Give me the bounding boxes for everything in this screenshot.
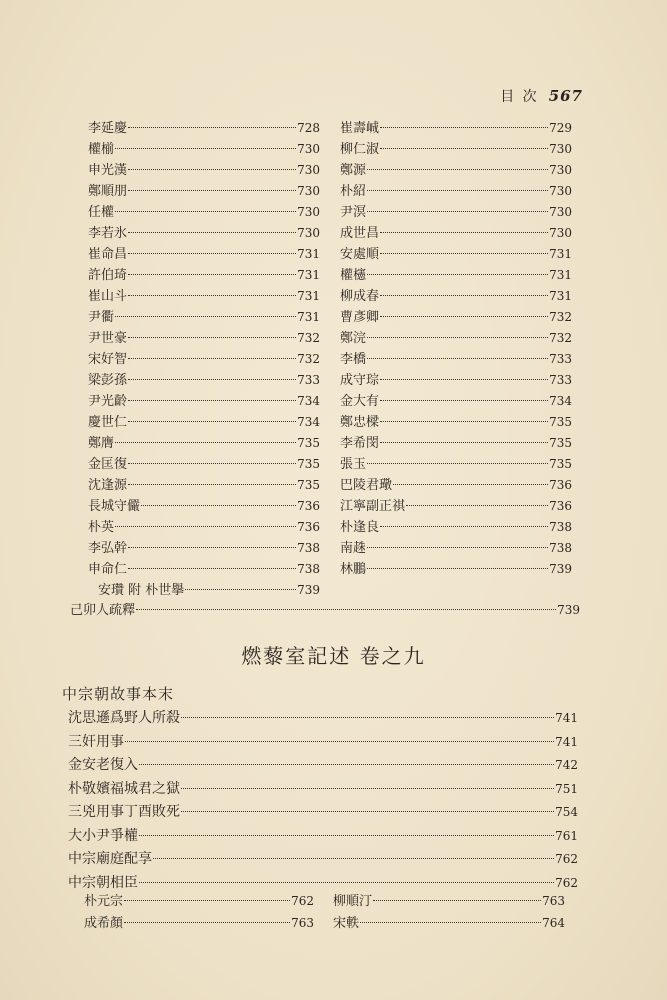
- dot-leader: [128, 118, 296, 128]
- entry-page: 736: [549, 499, 572, 513]
- dot-leader: [153, 849, 554, 859]
- dot-leader: [128, 370, 296, 380]
- entry-page: 730: [549, 205, 572, 219]
- toc-entry[interactable]: [88, 390, 320, 411]
- entry-name: 曹彥卿: [340, 310, 380, 325]
- dot-leader: [128, 475, 296, 485]
- entry-name: 大小尹爭權: [68, 827, 138, 844]
- entry-name: 鄭順朋: [88, 184, 128, 199]
- toc-entry[interactable]: [68, 848, 578, 872]
- entry-page: 736: [297, 499, 320, 513]
- dot-leader: [373, 891, 541, 901]
- entry-name: 林鵬: [340, 562, 367, 577]
- entry-page: 736: [297, 520, 320, 534]
- dot-leader: [367, 454, 548, 464]
- dot-leader: [128, 349, 296, 359]
- dot-leader: [367, 160, 548, 170]
- dot-leader: [128, 160, 296, 170]
- toc-entry[interactable]: [68, 754, 578, 778]
- entry-page: 731: [549, 247, 572, 261]
- toc-column-left: [88, 117, 320, 600]
- running-head: [500, 86, 583, 106]
- entry-name: 崔山斗: [88, 289, 128, 304]
- entry-name: 鄭浣: [340, 331, 367, 346]
- toc-entry[interactable]: [340, 222, 572, 243]
- entry-name: 柳成春: [340, 289, 380, 304]
- entry-name: 慶世仁: [88, 415, 128, 430]
- entry-name: 梁彭孫: [88, 373, 128, 388]
- entry-name: 尹溟: [340, 205, 367, 220]
- entry-page: 732: [549, 310, 572, 324]
- entry-name: 沈思遜爲野人所殺: [68, 710, 180, 726]
- dot-leader: [128, 559, 296, 569]
- dot-leader: [380, 307, 548, 317]
- toc-entry[interactable]: [88, 474, 320, 495]
- toc-entry[interactable]: [88, 558, 320, 579]
- toc-entry-full[interactable]: [70, 599, 580, 620]
- dot-leader: [380, 517, 548, 527]
- entry-page: 738: [549, 541, 572, 555]
- entry-page: 763: [542, 894, 565, 908]
- toc-entry[interactable]: [84, 890, 314, 912]
- entry-page: 751: [555, 781, 578, 796]
- entry-name: 金大有: [340, 394, 380, 409]
- entry-page: 730: [297, 163, 320, 177]
- entry-page: 735: [549, 457, 572, 471]
- toc-entry[interactable]: [340, 432, 572, 453]
- entry-name: 朴元宗: [84, 894, 124, 909]
- entry-name: 南趎: [340, 541, 367, 556]
- toc-entry[interactable]: [88, 432, 320, 453]
- toc-entry[interactable]: [340, 390, 572, 411]
- dot-leader: [128, 412, 296, 422]
- dot-leader: [367, 559, 548, 569]
- dot-leader: [128, 454, 296, 464]
- dot-leader: [128, 391, 296, 401]
- entry-page: 731: [549, 289, 572, 303]
- entry-page: 734: [549, 394, 572, 408]
- entry-name: 柳順汀: [333, 894, 373, 909]
- toc-entry[interactable]: [88, 222, 320, 243]
- dot-leader: [141, 496, 296, 506]
- dot-leader: [185, 580, 296, 590]
- entry-name: 權櫶: [340, 268, 367, 283]
- dot-leader: [380, 286, 548, 296]
- entry-page: 739: [549, 562, 572, 576]
- dot-leader: [139, 826, 554, 836]
- toc-entry[interactable]: [340, 285, 572, 306]
- dot-leader: [360, 913, 541, 923]
- entry-page: 731: [297, 247, 320, 261]
- entry-page: 735: [297, 478, 320, 492]
- dot-leader: [139, 873, 554, 883]
- toc-entry[interactable]: [68, 707, 578, 731]
- entry-name: 尹光齡: [88, 394, 128, 409]
- entry-name: 權椾: [88, 142, 115, 157]
- entry-name: 張玉: [340, 457, 367, 472]
- dot-leader: [380, 139, 548, 149]
- entry-page: 732: [297, 352, 320, 366]
- dot-leader: [393, 475, 548, 485]
- dot-leader: [115, 202, 296, 212]
- toc-entry[interactable]: [340, 159, 572, 180]
- entry-name: 申光漢: [88, 163, 128, 178]
- dot-leader: [367, 538, 548, 548]
- toc-sub-column-left: [84, 890, 314, 934]
- entry-page: 730: [549, 142, 572, 156]
- entry-page: 730: [549, 184, 572, 198]
- entry-name: 安處順: [340, 247, 380, 262]
- toc-entry[interactable]: [88, 369, 320, 390]
- dot-leader: [139, 755, 554, 765]
- toc-entry[interactable]: [340, 243, 572, 264]
- dot-leader: [380, 223, 548, 233]
- entry-page: 731: [297, 268, 320, 282]
- dot-leader: [128, 328, 296, 338]
- toc-entry[interactable]: [88, 285, 320, 306]
- entry-page: 731: [297, 310, 320, 324]
- dot-leader: [181, 779, 554, 789]
- entry-name: 三奸用事: [68, 733, 124, 750]
- entry-name: 李延慶: [88, 121, 128, 136]
- dot-leader: [367, 181, 548, 191]
- entry-name: 安瓚 附 朴世擧: [98, 583, 185, 598]
- toc-sub-column-right: [333, 890, 565, 934]
- toc-entry[interactable]: [340, 369, 572, 390]
- toc-entry[interactable]: [88, 159, 320, 180]
- entry-page: 735: [549, 415, 572, 429]
- entry-page: 736: [549, 478, 572, 492]
- dot-leader: [128, 286, 296, 296]
- dot-leader: [380, 433, 548, 443]
- dot-leader: [128, 244, 296, 254]
- entry-name: 李希閔: [340, 436, 380, 451]
- dot-leader: [124, 913, 290, 923]
- toc-entry[interactable]: [340, 474, 572, 495]
- entry-page: 730: [297, 226, 320, 240]
- entry-page: 735: [549, 436, 572, 450]
- dot-leader: [367, 328, 548, 338]
- entry-name: 崔壽峸: [340, 121, 380, 136]
- dot-leader: [124, 891, 290, 901]
- entry-name: 尹衢: [88, 310, 115, 325]
- toc-entry[interactable]: [88, 579, 320, 600]
- entry-page: 732: [297, 331, 320, 345]
- toc-entry[interactable]: [340, 201, 572, 222]
- entry-name: 中宗朝相臣: [68, 874, 138, 891]
- entry-page: 734: [297, 415, 320, 429]
- entry-page: 731: [549, 268, 572, 282]
- toc-entry[interactable]: [88, 264, 320, 285]
- toc-entry[interactable]: [88, 138, 320, 159]
- toc-entry[interactable]: [88, 453, 320, 474]
- dot-leader: [181, 802, 554, 812]
- entry-page: 734: [297, 394, 320, 408]
- entry-page: 730: [549, 163, 572, 177]
- section-title: 燃藜室記述 卷之九: [241, 644, 426, 668]
- entry-page: 732: [549, 331, 572, 345]
- dot-leader: [380, 370, 548, 380]
- entry-page: 738: [297, 541, 320, 555]
- running-head-label: 目 次: [500, 89, 539, 105]
- toc-main-list: [68, 707, 578, 895]
- entry-page: 762: [555, 852, 578, 866]
- toc-entry[interactable]: [340, 327, 572, 348]
- toc-entry[interactable]: [88, 180, 320, 201]
- entry-page: 739: [557, 603, 580, 617]
- entry-name: 李弘幹: [88, 541, 128, 556]
- dot-leader: [380, 412, 548, 422]
- entry-page: 730: [549, 226, 572, 240]
- dot-leader: [367, 349, 548, 359]
- toc-entry[interactable]: [88, 117, 320, 138]
- toc-entry[interactable]: [333, 890, 565, 912]
- toc-entry[interactable]: [340, 537, 572, 558]
- entry-name: 成希顏: [84, 916, 124, 931]
- toc-entry[interactable]: [68, 778, 578, 802]
- entry-name: 申命仁: [88, 562, 128, 577]
- entry-name: 中宗廟庭配享: [68, 851, 152, 867]
- toc-entry[interactable]: [340, 264, 572, 285]
- entry-page: 761: [555, 828, 578, 843]
- toc-entry[interactable]: [340, 180, 572, 201]
- dot-leader: [380, 118, 548, 128]
- dot-leader: [367, 265, 548, 275]
- entry-name: 沈逢源: [88, 478, 128, 493]
- entry-name: 鄭忠樑: [340, 415, 380, 430]
- page-number: 567: [548, 87, 583, 105]
- entry-page: 741: [555, 734, 578, 749]
- dot-leader: [115, 517, 296, 527]
- entry-page: 742: [555, 758, 578, 772]
- toc-entry[interactable]: [340, 348, 572, 369]
- toc-entry[interactable]: [88, 327, 320, 348]
- entry-name: 崔命昌: [88, 247, 128, 262]
- entry-name: 鄭源: [340, 163, 367, 178]
- toc-entry[interactable]: [340, 453, 572, 474]
- entry-name: 三兇用事丁酉敗死: [68, 804, 180, 820]
- entry-page: 763: [291, 916, 314, 930]
- entry-name: 朴逢良: [340, 520, 380, 535]
- entry-page: 733: [549, 352, 572, 366]
- entry-page: 731: [297, 289, 320, 303]
- dot-leader: [128, 181, 296, 191]
- entry-name: 任權: [88, 205, 115, 220]
- entry-name: 長城守儼: [88, 499, 141, 514]
- toc-column-right: [340, 117, 572, 579]
- entry-name: 朴英: [88, 520, 115, 535]
- entry-name: 李若氷: [88, 226, 128, 241]
- entry-name: 金安老復入: [68, 757, 138, 773]
- entry-page: 728: [297, 121, 320, 135]
- toc-entry[interactable]: [340, 138, 572, 159]
- toc-entry[interactable]: [88, 516, 320, 537]
- entry-name: 成世昌: [340, 226, 380, 241]
- toc-entry[interactable]: [340, 558, 572, 579]
- entry-page: 733: [549, 373, 572, 387]
- entry-name: 朴紹: [340, 184, 367, 199]
- dot-leader: [115, 307, 296, 317]
- toc-entry[interactable]: [88, 201, 320, 222]
- toc-entry[interactable]: [68, 825, 578, 849]
- toc-entry[interactable]: [340, 495, 572, 516]
- entry-name: 巴陵君璥: [340, 478, 393, 493]
- dot-leader: [128, 265, 296, 275]
- entry-page: 762: [555, 875, 578, 890]
- entry-name: 李橋: [340, 352, 367, 367]
- entry-page: 735: [297, 436, 320, 450]
- dot-leader: [136, 600, 556, 610]
- entry-page: 729: [549, 121, 572, 135]
- entry-page: 741: [555, 711, 578, 725]
- dot-leader: [181, 708, 554, 718]
- entry-page: 730: [297, 205, 320, 219]
- toc-entry[interactable]: [333, 912, 565, 934]
- entry-name: 江寧副正祺: [340, 499, 406, 514]
- entry-page: 739: [297, 583, 320, 597]
- dot-leader: [406, 496, 548, 506]
- dot-leader: [125, 732, 554, 742]
- entry-name: 成守琮: [340, 373, 380, 388]
- entry-name: 柳仁淑: [340, 142, 380, 157]
- entry-page: 764: [542, 916, 565, 930]
- toc-entry[interactable]: [88, 348, 320, 369]
- entry-name: 許伯琦: [88, 268, 128, 283]
- entry-page: 730: [297, 142, 320, 156]
- toc-entry[interactable]: [88, 411, 320, 432]
- toc-entry[interactable]: [340, 516, 572, 537]
- entry-name: 鄭膺: [88, 436, 115, 451]
- dot-leader: [128, 223, 296, 233]
- entry-page: 738: [549, 520, 572, 534]
- dot-leader: [380, 391, 548, 401]
- toc-entry[interactable]: [340, 117, 572, 138]
- dot-leader: [380, 244, 548, 254]
- entry-name: 朴敬嬪福城君之獄: [68, 780, 180, 797]
- dot-leader: [367, 202, 548, 212]
- toc-entry[interactable]: [68, 801, 578, 825]
- toc-entry[interactable]: [84, 912, 314, 934]
- entry-name: 宋軼: [333, 916, 360, 931]
- entry-page: 762: [291, 894, 314, 908]
- toc-entry[interactable]: [68, 731, 578, 755]
- entry-name: 宋好智: [88, 352, 128, 367]
- entry-page: 738: [297, 562, 320, 576]
- entry-name: 金匡復: [88, 457, 128, 472]
- entry-page: 754: [555, 805, 578, 819]
- entry-page: 735: [297, 457, 320, 471]
- entry-name: 尹世豪: [88, 331, 128, 346]
- toc-entry[interactable]: [88, 537, 320, 558]
- toc-entry[interactable]: [88, 495, 320, 516]
- entry-page: 733: [297, 373, 320, 387]
- toc-entry[interactable]: [340, 306, 572, 327]
- entry-page: 730: [297, 184, 320, 198]
- subsection-title: 中宗朝故事本末: [62, 685, 175, 703]
- dot-leader: [115, 139, 296, 149]
- dot-leader: [115, 433, 296, 443]
- toc-entry[interactable]: [88, 243, 320, 264]
- toc-entry[interactable]: [88, 306, 320, 327]
- toc-entry[interactable]: [340, 411, 572, 432]
- dot-leader: [128, 538, 296, 548]
- entry-name: 己卯人疏釋: [70, 603, 136, 618]
